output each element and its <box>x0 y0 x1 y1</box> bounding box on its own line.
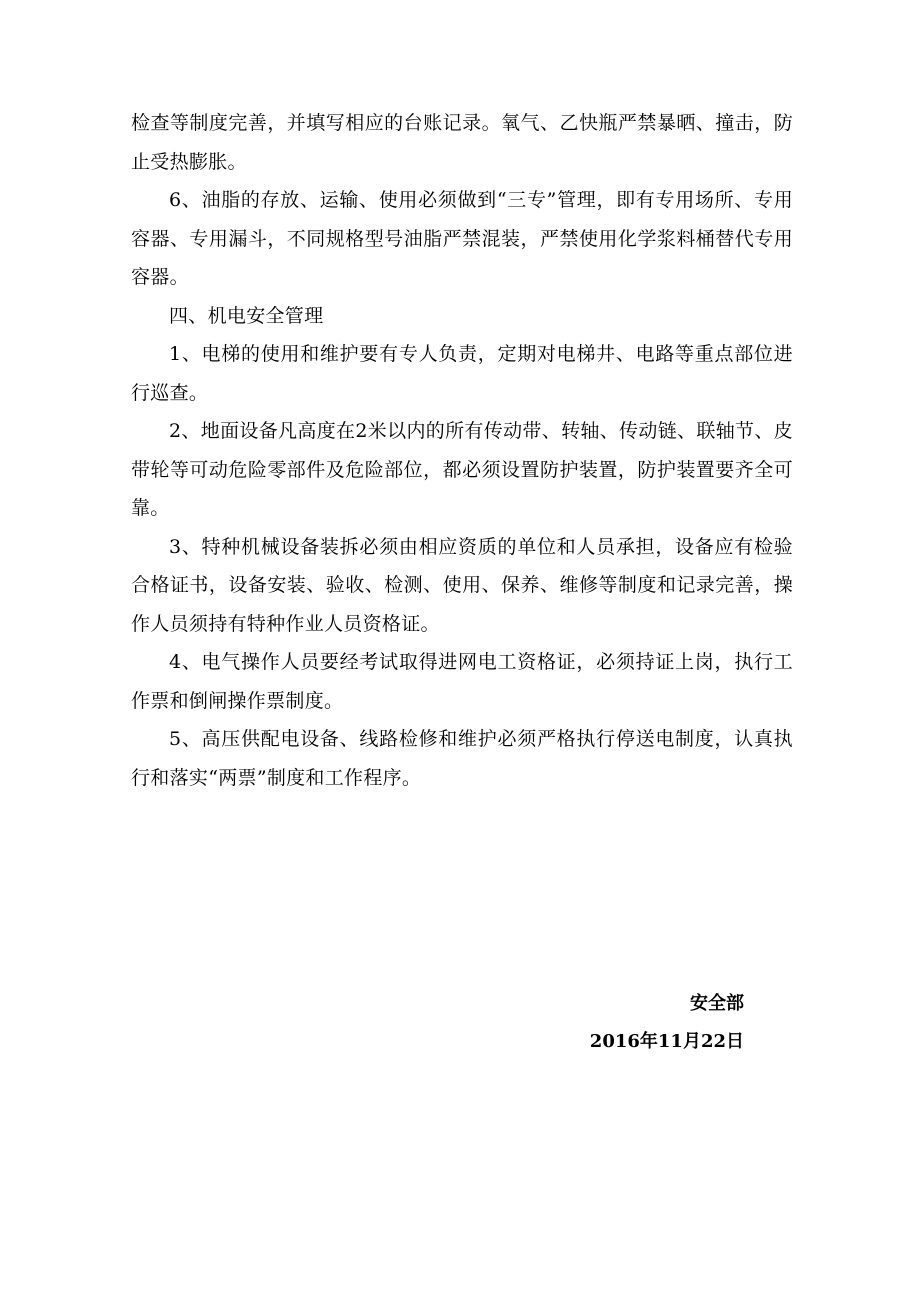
paragraph-continuation: 检查等制度完善，并填写相应的台账记录。氧气、乙快瓶严禁暴晒、撞击，防止受热膨胀。 <box>131 112 793 173</box>
signature-department: 安全部 <box>690 993 744 1014</box>
signature-date: 2016年11月22日 <box>589 1031 744 1052</box>
paragraph-item-5-high-voltage: 5、高压供配电设备、线路检修和维护必须严格执行停送电制度，认真执行和落实“两票”制度和工作程序。 <box>131 728 793 789</box>
paragraph-item-3-special-equipment: 3、特种机械设备装拆必须由相应资质的单位和人员承担，设备应有检验合格证书，设备安装、验收、检测、使用、保养、维修等制度和记录完善，操作人员须持有特种作业人员资格证。 <box>131 535 793 635</box>
section-heading-electromechanical: 四、机电安全管理 <box>169 304 324 327</box>
paragraph-item-1-elevator: 1、电梯的使用和维护要有专人负责，定期对电梯井、电路等重点部位进行巡查。 <box>131 343 793 404</box>
paragraph-item-6-grease: 6、油脂的存放、运输、使用必须做到“三专”管理，即有专用场所、专用容器、专用漏斗，不同规格型号油脂严禁混装，严禁使用化学浆料桶替代专用容器。 <box>131 189 793 288</box>
signature-block <box>590 985 744 1061</box>
paragraph-item-4-electrical-operators: 4、电气操作人员要经考试取得进网电工资格证，必须持证上岗，执行工作票和倒闸操作票制度。 <box>131 651 793 712</box>
document-body <box>131 104 793 797</box>
paragraph-item-2-guards: 2、地面设备凡高度在2米以内的所有传动带、转轴、传动链、联轴节、皮带轮等可动危险零部件及危险部位，都必须设置防护装置，防护装置要齐全可靠。 <box>131 420 793 519</box>
